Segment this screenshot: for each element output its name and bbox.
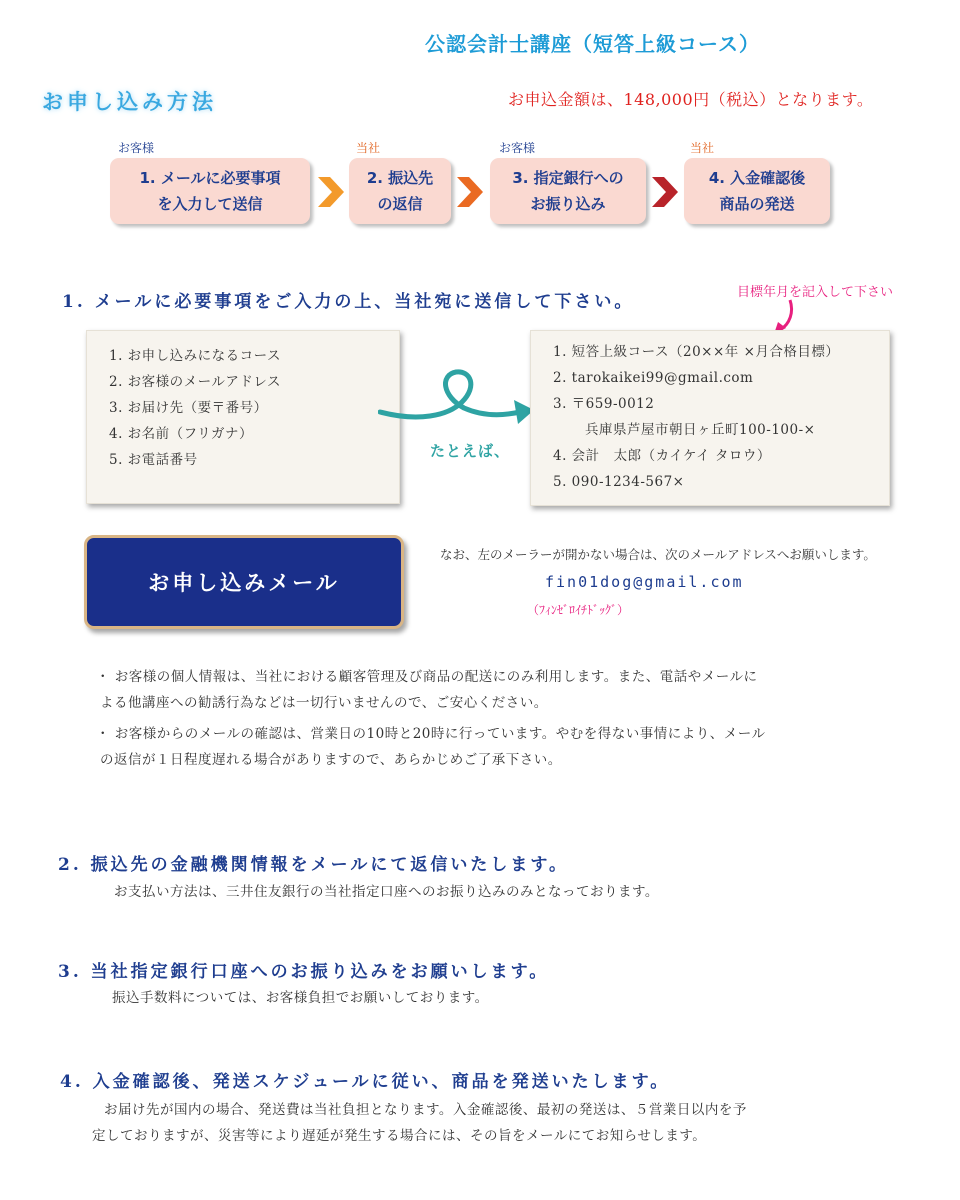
privacy-note-line2: よる他講座への勧誘行為などは一切行いませんので、ご安心ください。 xyxy=(100,695,548,711)
step-2-who: 当社 xyxy=(356,141,381,155)
required-item: 5. お電話番号 xyxy=(109,452,198,468)
step-3-line1: 3. 指定銀行への xyxy=(512,169,624,187)
step-1-box xyxy=(110,158,310,224)
step-4-line1: 4. 入金確認後 xyxy=(708,169,806,187)
required-item: 3. お届け先（要〒番号） xyxy=(109,400,268,416)
alt-mail-note: なお、左のメーラーが開かない場合は、次のメールアドレスへお願いします。 xyxy=(440,547,876,562)
apply-mail-button[interactable]: お申し込みメール xyxy=(84,535,404,629)
required-item: 2. お客様のメールアドレス xyxy=(109,374,281,390)
step-4-line2: 商品の発送 xyxy=(719,195,795,213)
privacy-note-line1: ・ お客様の個人情報は、当社における顧客管理及び商品の配送にのみ利用します。また、電話やメールに xyxy=(96,669,758,685)
example-item: 2. tarokaikei99@gmail.com xyxy=(553,370,754,386)
example-card xyxy=(530,330,890,506)
required-item: 4. お名前（フリガナ） xyxy=(109,426,253,442)
example-item: 1. 短答上級コース（20××年 ×月合格目標） xyxy=(553,344,840,360)
chevron-right-icon xyxy=(316,175,346,209)
alt-email-reading: （ﾌｨﾝｾﾞﾛｲﾁﾄﾞｯｸﾞ） xyxy=(527,603,630,617)
step-2-line1: 2. 振込先 xyxy=(366,169,434,187)
section-1-heading: 1. メールに必要事項をご入力の上、当社宛に送信して下さい。 xyxy=(62,292,635,312)
step-2-line2: の返信 xyxy=(377,195,423,213)
example-item: 4. 会計 太郎（カイケイ タロウ） xyxy=(553,448,771,464)
example-item: 兵庫県芦屋市朝日ヶ丘町100-100-× xyxy=(585,422,816,438)
section-3-body: 振込手数料については、お客様負担でお願いしております。 xyxy=(112,990,489,1006)
section-4-body-line1: お届け先が国内の場合、発送費は当社負担となります。入金確認後、最初の発送は、５営業日以内を予 xyxy=(104,1102,747,1118)
required-item: 1. お申し込みになるコース xyxy=(109,348,281,364)
section-3-heading: 3. 当社指定銀行口座へのお振り込みをお願いします。 xyxy=(58,962,550,982)
section-4-heading: 4. 入金確認後、発送スケジュールに従い、商品を発送いたします。 xyxy=(60,1072,671,1092)
required-items-card xyxy=(86,330,400,504)
step-3-who: お客様 xyxy=(499,141,536,155)
chevron-right-icon xyxy=(455,175,485,209)
curved-arrow-icon xyxy=(378,366,538,434)
step-4-who: 当社 xyxy=(690,141,715,155)
step-4-box xyxy=(684,158,830,224)
section-2-body: お支払い方法は、三井住友銀行の当社指定口座へのお振り込みのみとなっております。 xyxy=(114,884,659,900)
chevron-right-icon xyxy=(650,175,680,209)
course-title: 公認会計士講座（短答上級コース） xyxy=(425,32,760,56)
price-note: お申込金額は、148,000円（税込）となります。 xyxy=(508,90,874,109)
section-2-heading: 2. 振込先の金融機関情報をメールにて返信いたします。 xyxy=(58,855,569,875)
step-1-line1: 1. メールに必要事項 xyxy=(139,169,281,187)
section-4-body-line2: 定しておりますが、災害等により遅延が発生する場合には、その旨をメールにてお知らせします。 xyxy=(92,1128,707,1144)
step-1-who: お客様 xyxy=(118,141,155,155)
step-2-box xyxy=(349,158,451,224)
reply-note-line2: の返信が１日程度遅れる場合がありますので、あらかじめご了承下さい。 xyxy=(100,752,562,768)
example-item: 3. 〒659-0012 xyxy=(553,396,655,412)
example-item: 5. 090-1234-567× xyxy=(553,474,685,490)
step-3-line2: お振り込み xyxy=(530,195,606,213)
step-3-box xyxy=(490,158,646,224)
step-1-line2: を入力して送信 xyxy=(157,195,263,213)
reply-note-line1: ・ お客様からのメールの確認は、営業日の10時と20時に行っています。やむを得ない事情により、メール xyxy=(96,726,766,742)
alt-email-link[interactable]: fin01dog@gmail.com xyxy=(545,573,744,591)
target-note: 目標年月を記入して下さい xyxy=(737,285,894,300)
example-label: たとえば、 xyxy=(430,442,511,460)
apply-title: お申し込み方法 xyxy=(42,90,217,114)
